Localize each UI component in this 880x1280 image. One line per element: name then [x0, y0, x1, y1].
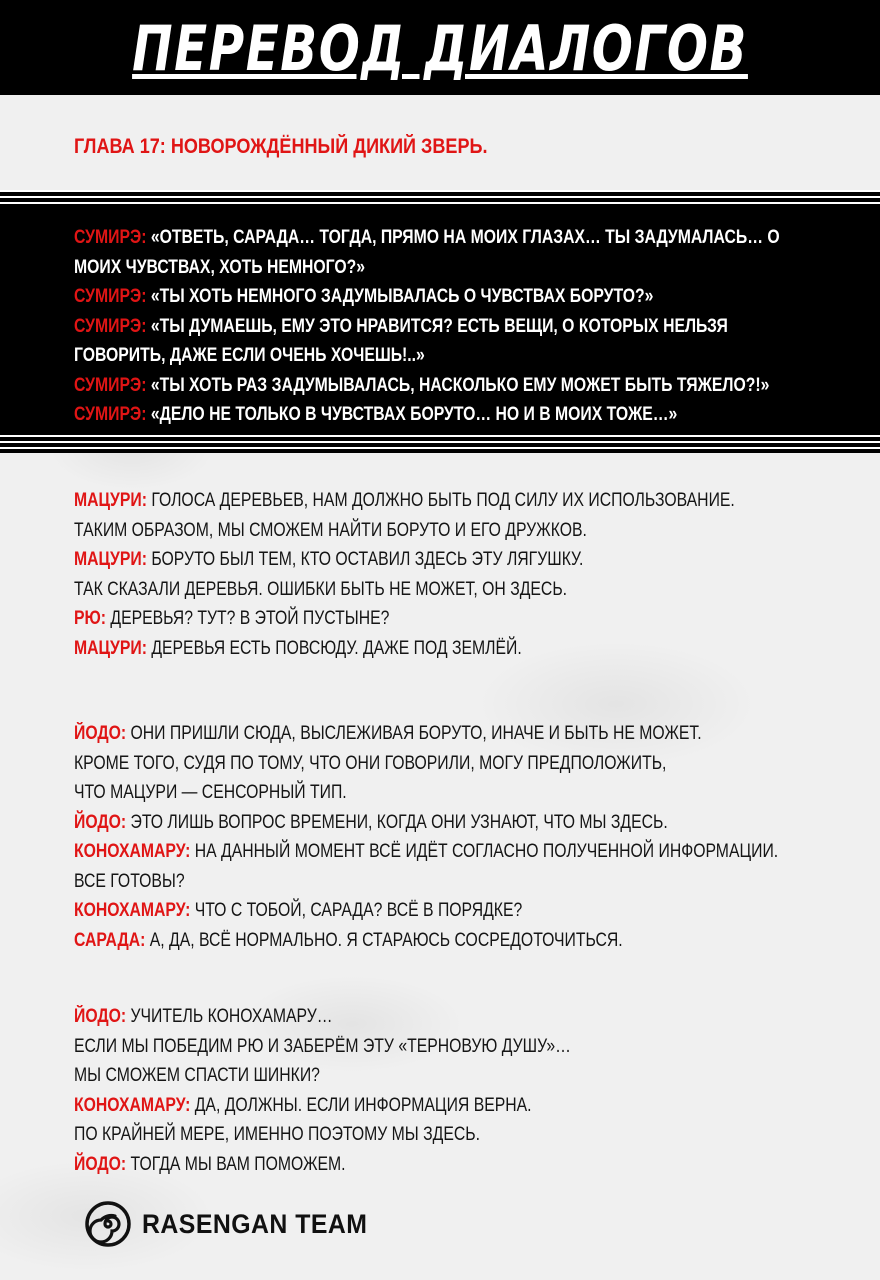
dialog-text: ДЕРЕВЬЯ? ТУТ? В ЭТОЙ ПУСТЫНЕ?	[106, 608, 390, 629]
chapter-title: ГЛАВА 17: НОВОРОЖДЁННЫЙ ДИКИЙ ЗВЕРЬ.	[74, 135, 488, 158]
team-logo	[84, 1200, 387, 1248]
spiral-icon	[84, 1200, 132, 1248]
dialog-line	[74, 575, 735, 605]
speaker-name: СУМИРЭ:	[74, 227, 147, 248]
dialog-line	[74, 896, 778, 926]
dialog-line	[74, 1120, 571, 1150]
dialog-text: ЕСЛИ МЫ ПОБЕДИМ РЮ И ЗАБЕРЁМ ЭТУ «ТЕРНОВУЮ ДУШУ»…	[74, 1035, 571, 1057]
panel-stripe	[0, 435, 880, 437]
dialog-text: А, ДА, ВСЁ НОРМАЛЬНО. Я СТАРАЮСЬ СОСРЕДОТОЧИТЬСЯ.	[145, 929, 623, 951]
dialog-line	[74, 778, 778, 808]
dialog-line	[74, 749, 778, 779]
dialog-line	[74, 282, 780, 312]
speaker-name: ЙОДО:	[74, 1006, 127, 1027]
speaker-name: КОНОХАМАРУ:	[74, 841, 191, 862]
dialog-line	[74, 1091, 571, 1121]
panel-stripe	[0, 447, 880, 449]
dialog-line	[74, 312, 780, 342]
dialog-text: «ДЕЛО НЕ ТОЛЬКО В ЧУВСТВАХ БОРУТО… НО И В МОИХ ТОЖЕ…»	[146, 404, 678, 425]
page-title: ПЕРЕВОД ДИАЛОГОВ	[132, 12, 748, 85]
speaker-name: ЙОДО:	[74, 723, 127, 744]
speaker-name: МАЦУРИ:	[74, 637, 147, 659]
dialog-text: КРОМЕ ТОГО, СУДЯ ПО ТОМУ, ЧТО ОНИ ГОВОРИЛИ, МОГУ ПРЕДПОЛОЖИТЬ,	[74, 752, 667, 774]
dialog-line	[74, 1061, 571, 1091]
dialog-text: ДЕРЕВЬЯ ЕСТЬ ПОВСЮДУ. ДАЖЕ ПОД ЗЕМЛЁЙ.	[146, 637, 522, 659]
speaker-name: СУМИРЭ:	[74, 404, 147, 425]
dialog-line	[74, 341, 780, 371]
dialog-line	[74, 719, 778, 749]
dialog-text: «ОТВЕТЬ, САРАДА… ТОГДА, ПРЯМО НА МОИХ ГЛАЗАХ… ТЫ ЗАДУМАЛАСЬ… О	[146, 227, 780, 248]
dialog-line	[74, 808, 778, 838]
dialog-line	[74, 253, 780, 283]
dialog-line	[74, 1150, 571, 1180]
dialog-line	[74, 516, 735, 546]
dialog-text: «ТЫ ДУМАЕШЬ, ЕМУ ЭТО НРАВИТСЯ? ЕСТЬ ВЕЩИ, О КОТОРЫХ НЕЛЬЗЯ	[146, 315, 728, 337]
speaker-name: СУМИРЭ:	[74, 374, 147, 396]
dialog-text: НА ДАННЫЙ МОМЕНТ ВСЁ ИДЁТ СОГЛАСНО ПОЛУЧЕННОЙ ИНФОРМАЦИИ.	[190, 841, 779, 862]
dialog-block-2	[74, 486, 735, 663]
team-name: RASENGAN TEAM	[142, 1208, 368, 1239]
dialog-text: ДА, ДОЛЖНЫ. ЕСЛИ ИНФОРМАЦИЯ ВЕРНА.	[190, 1094, 532, 1116]
dialog-line	[74, 837, 778, 867]
panel-stripe	[0, 196, 880, 198]
panel-stripe	[0, 441, 880, 443]
dialog-line	[74, 545, 735, 575]
speaker-name: РЮ:	[74, 608, 107, 629]
speaker-name: СУМИРЭ:	[74, 286, 147, 307]
dialog-block-4	[74, 1002, 571, 1179]
dialog-line	[74, 634, 735, 664]
dialog-line	[74, 1002, 571, 1032]
dialog-text: УЧИТЕЛЬ КОНОХАМАРУ…	[126, 1006, 333, 1027]
dialog-text: МЫ СМОЖЕМ СПАСТИ ШИНКИ?	[74, 1065, 320, 1086]
speaker-name: МАЦУРИ:	[74, 549, 147, 570]
dialog-text: ЧТО С ТОБОЙ, САРАДА? ВСЁ В ПОРЯДКЕ?	[190, 900, 523, 921]
dialog-text: ЭТО ЛИШЬ ВОПРОС ВРЕМЕНИ, КОГДА ОНИ УЗНАЮТ, ЧТО МЫ ЗДЕСЬ.	[126, 811, 668, 833]
dialog-text: ПО КРАЙНЕЙ МЕРЕ, ИМЕННО ПОЭТОМУ МЫ ЗДЕСЬ.	[74, 1124, 480, 1145]
dialog-text: ТОГДА МЫ ВАМ ПОМОЖЕМ.	[126, 1153, 346, 1175]
dialog-text: ТАКИМ ОБРАЗОМ, МЫ СМОЖЕМ НАЙТИ БОРУТО И ЕГО ДРУЖКОВ.	[74, 519, 587, 541]
dialog-text: ГОВОРИТЬ, ДАЖЕ ЕСЛИ ОЧЕНЬ ХОЧЕШЬ!..»	[74, 345, 425, 366]
dialog-block-1	[74, 223, 780, 430]
dialog-text: МОИХ ЧУВСТВАХ, ХОТЬ НЕМНОГО?»	[74, 256, 366, 278]
panel-stripe	[0, 190, 880, 192]
dialog-block-3	[74, 719, 778, 955]
dialog-text: «ТЫ ХОТЬ РАЗ ЗАДУМЫВАЛАСЬ, НАСКОЛЬКО ЕМУ МОЖЕТ БЫТЬ ТЯЖЕЛО?!»	[146, 374, 770, 396]
panel-stripe	[0, 202, 880, 204]
speaker-name: ЙОДО:	[74, 811, 127, 833]
dialog-text: ВСЕ ГОТОВЫ?	[74, 870, 185, 892]
dialog-line	[74, 371, 780, 401]
dialog-text: ЧТО МАЦУРИ — СЕНСОРНЫЙ ТИП.	[74, 782, 347, 803]
speaker-name: МАЦУРИ:	[74, 490, 147, 511]
dialog-line	[74, 486, 735, 516]
dialog-text: БОРУТО БЫЛ ТЕМ, КТО ОСТАВИЛ ЗДЕСЬ ЭТУ ЛЯГУШКУ.	[146, 549, 584, 570]
dialog-line	[74, 1032, 571, 1062]
dialog-line	[74, 867, 778, 897]
dialog-line	[74, 400, 780, 430]
dialog-text: «ТЫ ХОТЬ НЕМНОГО ЗАДУМЫВАЛАСЬ О ЧУВСТВАХ БОРУТО?»	[146, 286, 654, 307]
speaker-name: СУМИРЭ:	[74, 315, 147, 337]
dialog-line	[74, 223, 780, 253]
dialog-text: ОНИ ПРИШЛИ СЮДА, ВЫСЛЕЖИВАЯ БОРУТО, ИНАЧЕ И БЫТЬ НЕ МОЖЕТ.	[126, 723, 702, 744]
speaker-name: КОНОХАМАРУ:	[74, 1094, 191, 1116]
dialog-line	[74, 604, 735, 634]
dialog-text: ТАК СКАЗАЛИ ДЕРЕВЬЯ. ОШИБКИ БЫТЬ НЕ МОЖЕТ, ОН ЗДЕСЬ.	[74, 578, 568, 600]
dialog-text: ГОЛОСА ДЕРЕВЬЕВ, НАМ ДОЛЖНО БЫТЬ ПОД СИЛУ ИХ ИСПОЛЬЗОВАНИЕ.	[146, 490, 735, 511]
speaker-name: САРАДА:	[74, 929, 146, 951]
speaker-name: ЙОДО:	[74, 1153, 127, 1175]
dialog-line	[74, 926, 778, 956]
speaker-name: КОНОХАМАРУ:	[74, 900, 191, 921]
